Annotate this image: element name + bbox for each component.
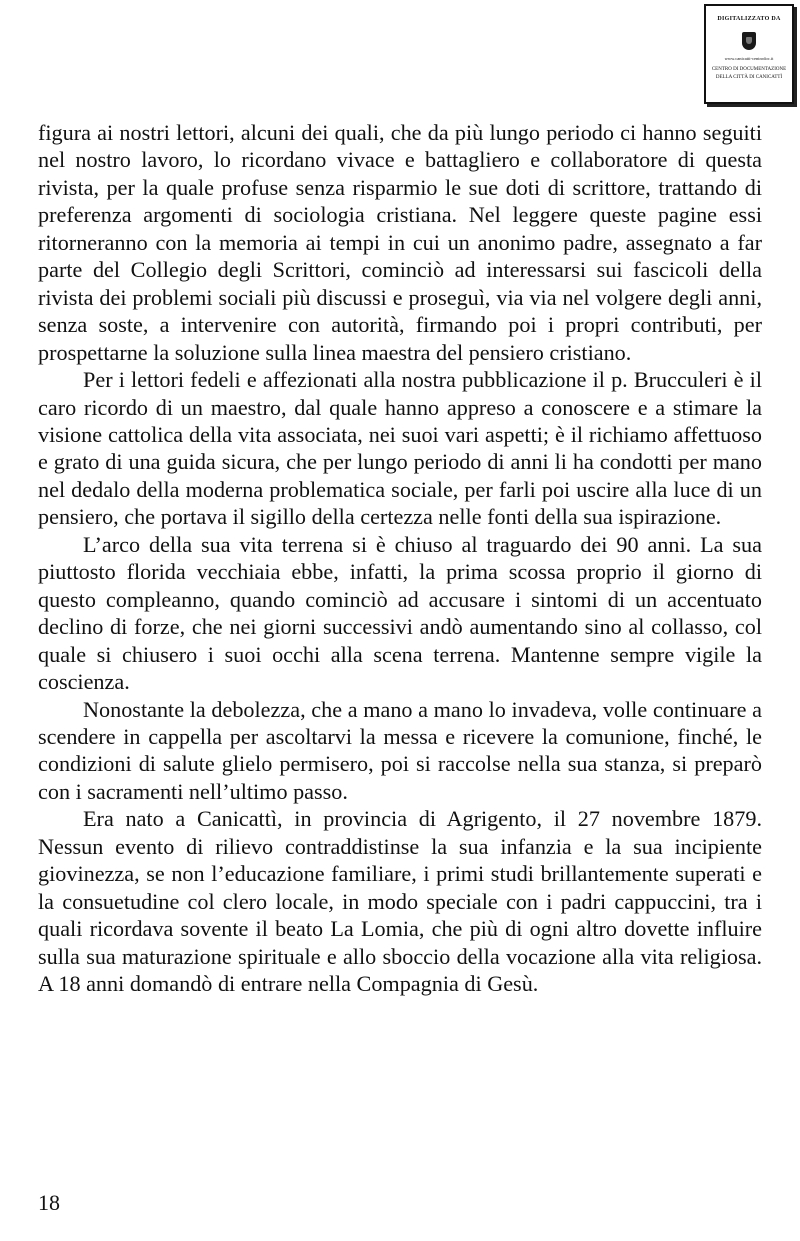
page-body bbox=[38, 119, 762, 998]
coat-of-arms-icon bbox=[742, 32, 756, 50]
stamp-line-2: DELLA CITTÀ DI CANICATTÌ bbox=[715, 75, 783, 80]
stamp-line-1: CENTRO DI DOCUMENTAZIONE bbox=[711, 67, 787, 72]
stamp-heading: DIGITALIZZATO DA bbox=[717, 16, 781, 22]
page-number: 18 bbox=[38, 1190, 60, 1215]
digitization-stamp bbox=[704, 4, 794, 104]
paragraph-4: Nonostante la debolezza, che a mano a mano lo invadeva, volle continuare a scendere in cappella per ascoltarvi la messa e ricevere la comunione, finché, le condizioni di salute glielo permisero, poi si raccolse nella sua stanza, si preparò con i sacramenti nell’ultimo passo. bbox=[38, 696, 762, 804]
stamp-website: www.canicatti-centrodoc.it bbox=[724, 56, 774, 61]
paragraph-3: L’arco della sua vita terrena si è chiuso al traguardo dei 90 anni. La sua piuttosto florida vecchiaia ebbe, infatti, la prima scossa proprio il giorno di questo compleanno, quando cominciò ad accusare i sintomi di un accentuato declino di forze, che nei giorni successivi andò aumentando sino al collasso, col quale si chiusero i suoi occhi alla scena terrena. Mantenne sempre vigile la coscienza. bbox=[38, 531, 762, 695]
paragraph-5: Era nato a Canicattì, in provincia di Agrigento, il 27 novembre 1879. Nessun evento di rilievo contraddistinse la sua infanzia e la sua incipiente giovinezza, se non l’educazione familiare, i primi studi brillantemente superati e la consuetudine col clero locale, in modo speciale con i padri cappuccini, tra i quali ricordava sovente il beato La Lomia, che più di ogni altro dovette influire sulla sua maturazione spirituale e allo sboccio della vocazione alla vita religiosa. A 18 anni domandò di entrare nella Compagnia di Gesù. bbox=[38, 806, 762, 997]
paragraph-2: Per i lettori fedeli e affezionati alla nostra pubblicazione il p. Brucculeri è il caro ricordo di un maestro, dal quale hanno appreso a conoscere e a stimare la visione cattolica della vita associata, nei suoi vari aspetti; è il richiamo affettuoso e grato di una guida sicura, che per lungo periodo di anni li ha condotti per mano nel dedalo della moderna problematica sociale, per farli poi uscire alla luce di un pensiero, che portava il sigillo della certezza nelle fonti della sua ispirazione. bbox=[38, 367, 762, 530]
paragraph-1: figura ai nostri lettori, alcuni dei quali, che da più lungo periodo ci hanno seguiti nel nostro lavoro, lo ricordano vivace e battagliero e collaboratore di questa rivista, per la quale profuse senza risparmio le sue doti di scrittore, trattando di preferenza argomenti di sociologia cristiana. Nel leggere queste pagine essi ritorneranno con la memoria ai tempi in cui un anonimo padre, assegnato a far parte del Collegio degli Scrittori, cominciò ad interessarsi sui fascicoli della rivista dei problemi sociali più discussi e proseguì, via via nel volgere degli anni, senza soste, a intervenire con autorità, firmando poi i propri contributi, per prospettarne la soluzione sulla linea maestra del pensiero cristiano. bbox=[38, 120, 762, 365]
